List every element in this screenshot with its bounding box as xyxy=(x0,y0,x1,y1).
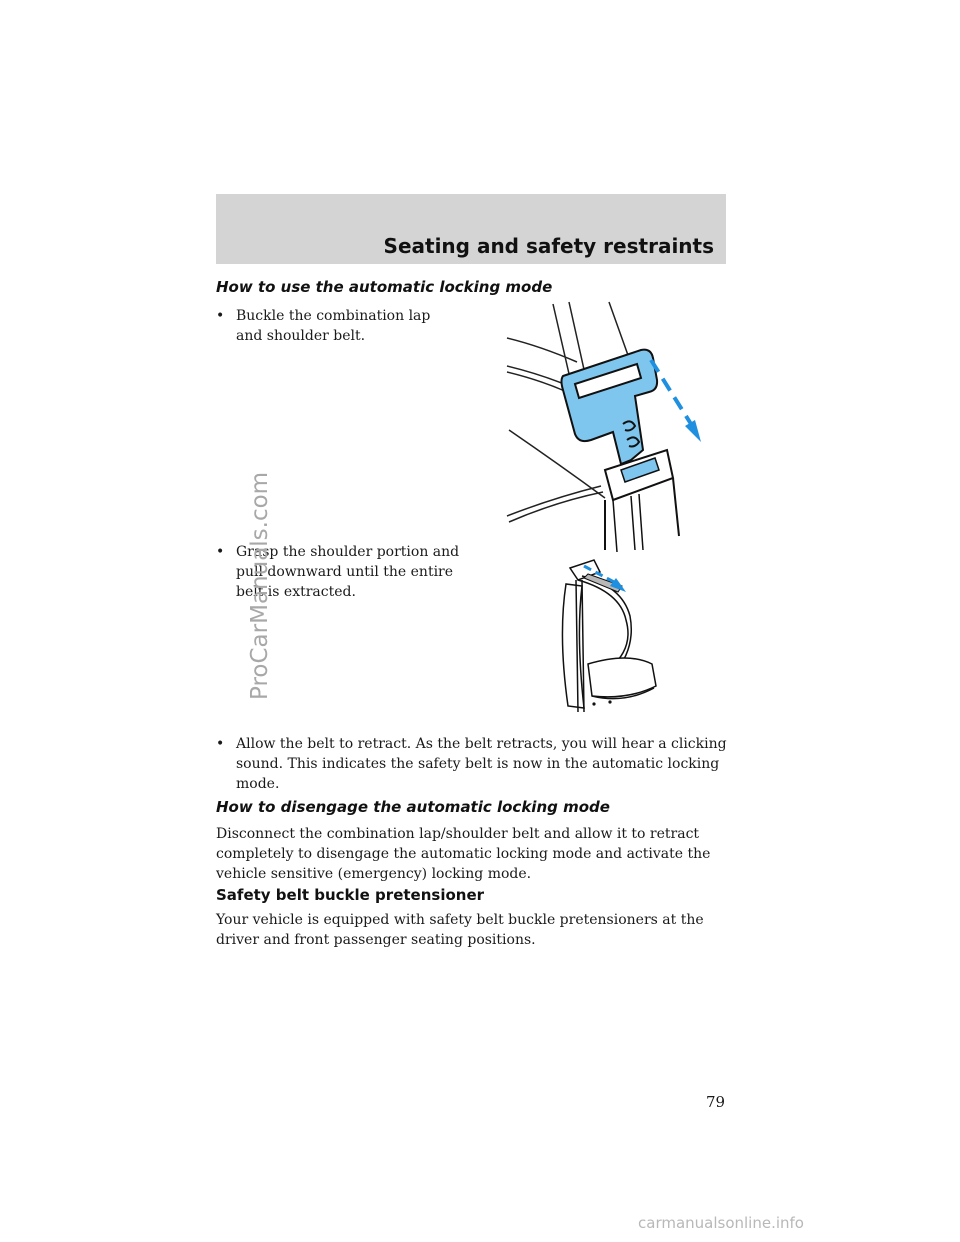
heading-automatic-locking: How to use the automatic locking mode xyxy=(216,278,553,296)
buckle-insertion-illustration xyxy=(505,300,720,552)
header-band xyxy=(216,194,726,264)
pretensioner-body: Your vehicle is equipped with safety belt buckle pretensioners at the driver and front passenger seating positions. xyxy=(216,912,704,948)
page-header-title: Seating and safety restraints xyxy=(383,234,714,258)
bullet-item-grasp: • Grasp the shoulder portion and pull downward until the entire belt is extracted. xyxy=(216,544,460,600)
bullet-item-retract: • Allow the belt to retract. As the belt retracts, you will hear a clicking sound. This indicates the safety belt is now in the automatic locking mode. xyxy=(216,736,727,792)
watermark: ProCarManuals.com xyxy=(247,471,273,700)
bullet-icon: • xyxy=(216,308,225,324)
page-number: 79 xyxy=(706,1093,726,1111)
heading-pretensioner: Safety belt buckle pretensioner xyxy=(216,886,485,904)
bullet-icon: • xyxy=(216,736,225,752)
footer-watermark: carmanualsonline.info xyxy=(638,1214,804,1232)
disengage-body: Disconnect the combination lap/shoulder belt and allow it to retract completely to disengage the automatic locking mode and activate the vehicle sensitive (emergency) locking mode. xyxy=(216,826,711,882)
heading-disengage: How to disengage the automatic locking mode xyxy=(216,798,610,816)
bullet-item-buckle: • Buckle the combination lap and shoulder belt. xyxy=(216,308,431,344)
bullet-icon: • xyxy=(216,544,225,560)
seat-belt-extraction-illustration xyxy=(548,556,668,726)
